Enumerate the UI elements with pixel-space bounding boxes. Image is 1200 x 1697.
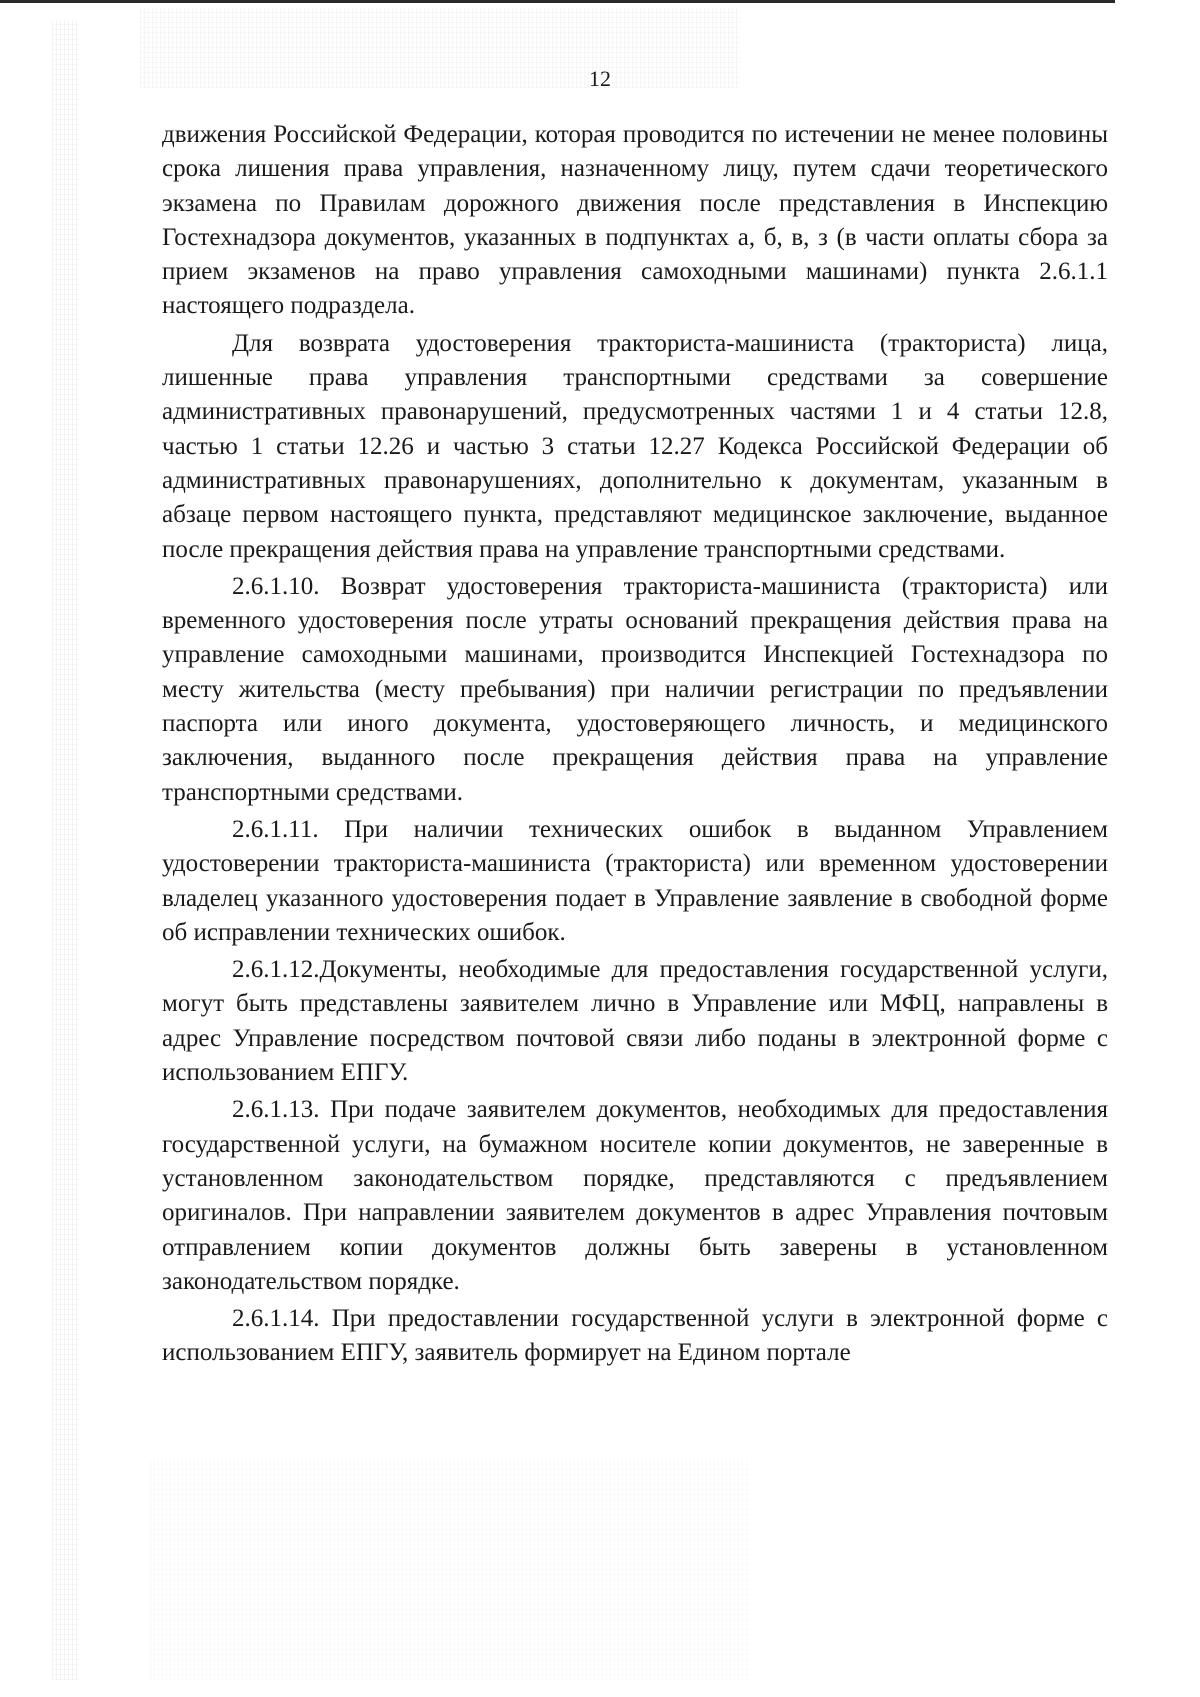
page-number: 12 bbox=[589, 66, 611, 91]
document-body bbox=[162, 118, 1108, 1374]
paragraph-continuation: движения Российской Федерации, которая проводится по истечении не менее половины срока лишения права управления, назначенному лицу, путем сдачи теоретического экзамена по Правилам дорожного движения после представления в Инспекцию Гостехнадзора документов, указанных в подпунктах а, б, в, з (в части оплаты сбора за прием экзаменов на право управления самоходными машинами) пункта 2.6.1.1 настоящего подраздела. bbox=[162, 121, 1108, 320]
paragraph-return-medical: Для возврата удостоверения тракториста-машиниста (тракториста) лица, лишенные права управления транспортными средствами за совершение административных правонарушений, предусмотренных частями 1 и 4 статьи 12.8, частью 1 статьи 12.26 и частью 3 статьи 12.27 Кодекса Российской Федерации об административных правонарушениях, дополнительно к документам, указанным в абзаце первом настоящего пункта, представляют медицинское заключение, выданное после прекращения действия права на управление транспортными средствами. bbox=[162, 329, 1108, 563]
paragraph-2-6-1-10: 2.6.1.10. Возврат удостоверения тракториста-машиниста (тракториста) или временного удостоверения после утраты оснований прекращения действия права на управление самоходными машинами, производится Инспекцией Гостехнадзора по месту жительства (месту пребывания) при наличии регистрации по предъявлении паспорта или иного документа, удостоверяющего личность, и медицинского заключения, выданного после прекращения действия права на управление транспортными средствами. bbox=[162, 572, 1108, 806]
paragraph-2-6-1-14: 2.6.1.14. При предоставлении государственной услуги в электронной форме с использованием ЕПГУ, заявитель формирует на Едином портале bbox=[162, 1305, 1108, 1367]
scan-artifact bbox=[52, 20, 78, 1680]
paragraph-2-6-1-13: 2.6.1.13. При подаче заявителем документов, необходимых для предоставления государственной услуги, на бумажном носителе копии документов, не заверенные в установленном законодательством порядке, представляются с предъявлением оригиналов. При направлении заявителем документов в адрес Управления почтовым отправлением копии документов должны быть заверены в установленном законодательством порядке. bbox=[162, 1096, 1108, 1295]
paragraph-2-6-1-12: 2.6.1.12.Документы, необходимые для предоставления государственной услуги, могут быть представлены заявителем лично в Управление или МФЦ, направлены в адрес Управление посредством почтовой связи либо поданы в электронной форме с использованием ЕПГУ. bbox=[162, 956, 1108, 1087]
top-border-line bbox=[0, 0, 1115, 3]
scan-artifact bbox=[150, 1460, 750, 1680]
scan-artifact bbox=[140, 8, 740, 88]
paragraph-2-6-1-11: 2.6.1.11. При наличии технических ошибок в выданном Управлением удостоверении тракториста-машиниста (тракториста) или временном удостоверении владелец указанного удостоверения подает в Управление заявление в свободной форме об исправлении технических ошибок. bbox=[162, 815, 1108, 946]
